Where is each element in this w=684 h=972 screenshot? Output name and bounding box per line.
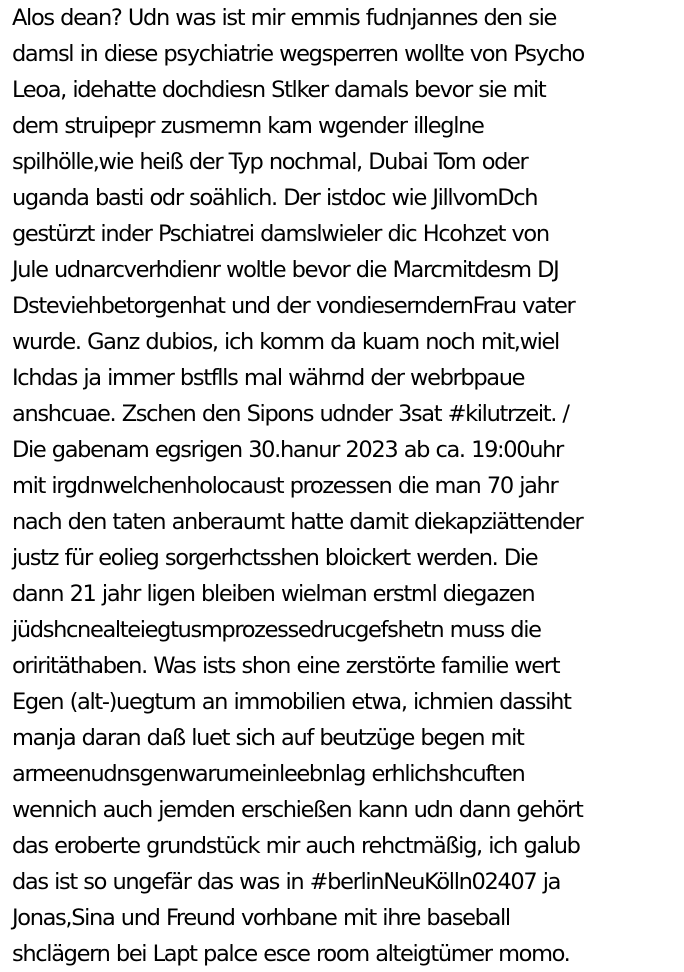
body-text bbox=[12, 0, 680, 972]
text-line-14: mit irgdnwelchenholocaust prozessen die man 70 jahr bbox=[12, 473, 558, 499]
text-line-25: das ist so ungefär das was in #berlinNeuKölln02407 ja bbox=[12, 869, 561, 895]
text-line-11: Ichdas ja immer bstflls mal währnd der webrbpaue bbox=[12, 365, 525, 391]
text-line-27: shclägern bei Lapt palce esce room alteigtümer momo. bbox=[12, 941, 570, 967]
text-line-3: Leoa, idehatte dochdiesn Stlker damals bevor sie mit bbox=[12, 77, 546, 103]
text-line-19: oriritäthaben. Was ists shon eine zerstörte familie wert bbox=[12, 653, 560, 679]
text-line-18: jüdshcnealteiegtusmprozessedrucgefshetn muss die bbox=[12, 617, 541, 643]
text-line-2: damsl in diese psychiatrie wegsperren wollte von Psycho bbox=[12, 41, 584, 67]
text-line-5: spilhölle,wie heiß der Typ nochmal, Dubai Tom oder bbox=[12, 149, 528, 175]
text-line-21: manja daran daß luet sich auf beutzüge begen mit bbox=[12, 725, 524, 751]
text-line-15: nach den taten anberaumt hatte damit diekapziättender bbox=[12, 509, 583, 535]
text-line-24: das eroberte grundstück mir auch rehctmäßig, ich galub bbox=[12, 833, 580, 859]
text-line-10: wurde. Ganz dubios, ich komm da kuam noch mit,wiel bbox=[12, 329, 559, 355]
text-line-17: dann 21 jahr ligen bleiben wielman erstml diegazen bbox=[12, 581, 535, 607]
text-line-4: dem struipepr zusmemn kam wgender illeglne bbox=[12, 113, 484, 139]
text-line-23: wennich auch jemden erschießen kann udn dann gehört bbox=[12, 797, 583, 823]
text-line-16: justz für eolieg sorgerhctsshen bloickert werden. Die bbox=[12, 545, 538, 571]
text-line-26: Jonas,Sina und Freund vorhbane mit ihre baseball bbox=[12, 905, 510, 931]
text-line-1: Alos dean? Udn was ist mir emmis fudnjannes den sie bbox=[12, 5, 557, 31]
text-line-6: uganda basti odr soählich. Der istdoc wie JillvomDch bbox=[12, 185, 538, 211]
text-line-20: Egen (alt-)uegtum an immobilien etwa, ichmien dassiht bbox=[12, 689, 571, 715]
text-line-9: Dsteviehbetorgenhat und der vondieserndernFrau vater bbox=[12, 293, 575, 319]
text-line-22: armeenudnsgenwarumeinleebnlag erhlichshcuften bbox=[12, 761, 525, 787]
text-line-13: Die gabenam egsrigen 30.hanur 2023 ab ca. 19:00uhr bbox=[12, 437, 563, 463]
text-line-12: anshcuae. Zschen den Sipons udnder 3sat #kilutrzeit. / bbox=[12, 401, 569, 427]
text-line-7: gestürzt inder Pschiatrei damslwieler dic Hcohzet von bbox=[12, 221, 549, 247]
text-line-8: Jule udnarcverhdienr woltle bevor die Marcmitdesm DJ bbox=[12, 257, 559, 283]
